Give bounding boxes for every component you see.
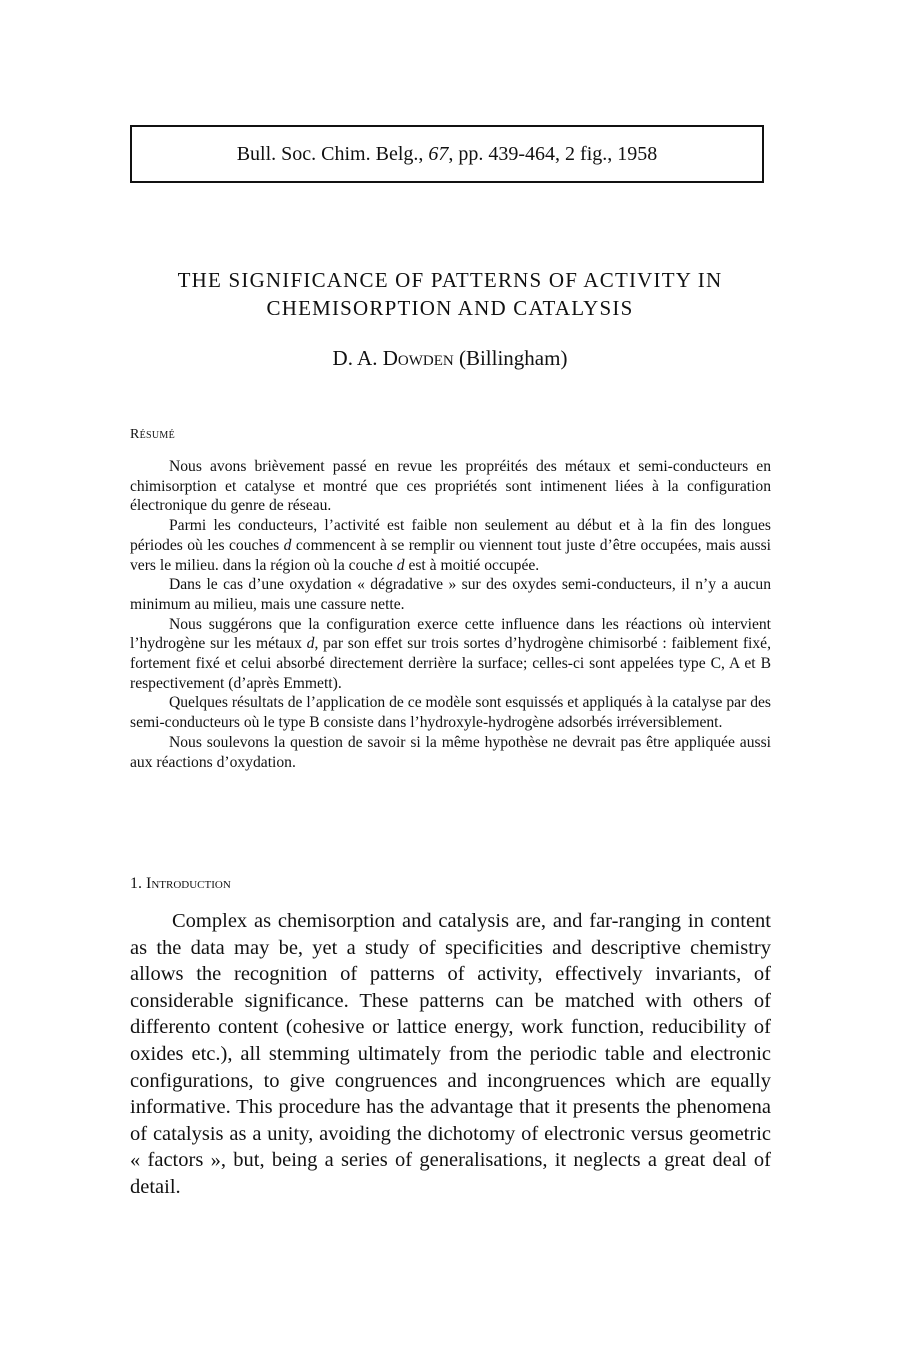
resume-paragraph-2-part-a: Parmi les conducteurs, l’activité est faible non seulement au début et à la fin des longues périodes où les couches xyxy=(130,517,771,554)
paper-title-line-2: CHEMISORPTION AND CATALYSIS xyxy=(266,296,634,320)
paper-title xyxy=(110,266,790,322)
introduction-body xyxy=(130,908,771,1201)
journal-citation xyxy=(237,143,658,166)
resume-paragraph-4-part-b: , par son effet sur trois sortes d’hydrogène chimisorbé : faiblement fixé, fortement fixé et celui absorbé directement derrière la surface; celles-ci sont appelées type C, A et B respectivement (d’après Emmett). xyxy=(130,635,771,692)
resume-paragraph-4-part-a: Nous suggérons que la configuration exerce cette influence dans les réactions où intervient l’hydrogène sur les métaux xyxy=(130,615,771,653)
section-number: 1. xyxy=(130,875,146,892)
resume-paragraph-3: Dans le cas d’une oxydation « dégradative » sur des oxydes semi-conducteurs, il n’y a aucun minimum au milieu, mais une cassure nette. xyxy=(130,576,771,613)
resume-heading: Résumé xyxy=(130,427,176,442)
resume-d-symbol: d xyxy=(396,556,405,574)
resume-paragraph-2-part-b: commencent à se remplir ou viennent tout juste d’être occupées, mais aussi vers le milieu. dans la région où la couche xyxy=(130,536,772,574)
resume-d-symbol: d xyxy=(283,536,292,554)
resume-paragraph-4 xyxy=(130,615,771,694)
journal-volume: 67 xyxy=(428,142,449,165)
journal-citation-box xyxy=(130,125,764,183)
author-surname: Dowden xyxy=(382,346,454,370)
section-title: Introduction xyxy=(146,875,231,892)
resume-paragraph-5: Quelques résultats de l’application de ce modèle sont esquissés et appliqués à la catalyse par des semi-conducteurs où le type B consiste dans l’hydroxyle-hydrogène adsorbés irréversiblement. xyxy=(130,694,771,732)
author-initials: D. A. xyxy=(332,346,383,370)
resume-d-symbol: d xyxy=(306,635,315,653)
author-affiliation: (Billingham) xyxy=(453,346,568,370)
resume-paragraph-2-part-c: est à moitié occupée. xyxy=(404,556,540,574)
section-heading-introduction xyxy=(130,875,231,893)
resume-paragraph-1: Nous avons brièvement passé en revue les propréités des métaux et semi-conducteurs en chimisorption et catalyse et montré que ces propriétés sont intimenent liées à la configuration électronique du genre de réseau. xyxy=(130,458,771,515)
resume-paragraph-2 xyxy=(130,516,771,575)
journal-pages-year: , pp. 439-464, 2 fig., 1958 xyxy=(448,142,658,165)
author-line xyxy=(110,346,790,371)
resume-abstract xyxy=(130,457,771,772)
resume-paragraph-6: Nous soulevons la question de savoir si la même hypothèse ne devrait pas être appliquée aussi aux réactions d’oxydation. xyxy=(130,733,771,771)
journal-name: Bull. Soc. Chim. Belg., xyxy=(236,142,429,165)
introduction-paragraph-1: Complex as chemisorption and catalysis are, and far-ranging in content as the data may be, yet a study of specificities and descriptive chemistry allows the recognition of patterns of activity, effectively invariants, of considerable significance. These patterns can be matched with others of differento content (cohesive or lattice energy, work function, reducibility of oxides etc.), all stemming ultimately from the periodic table and electronic configurations, to give congruences and incongruences which are equally informative. This procedure has the advantage that it presents the phenomena of catalysis as a unity, avoiding the dichotomy of electronic versus geometric « factors », but, being a series of generalisations, it neglects a great deal of detail. xyxy=(130,910,771,1198)
paper-title-line-1: THE SIGNIFICANCE OF PATTERNS OF ACTIVITY IN xyxy=(177,268,723,292)
